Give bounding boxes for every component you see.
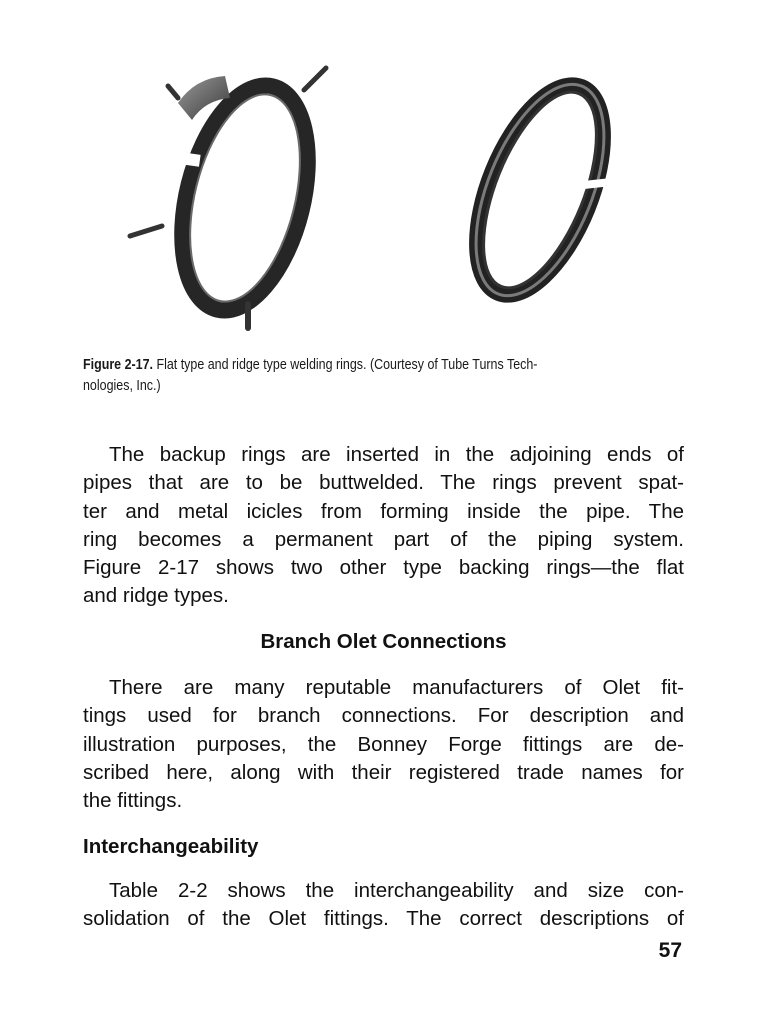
paragraph-line: solidation of the Olet fittings. The correct descriptions of bbox=[83, 907, 684, 931]
paragraph-line: Figure 2-17 shows two other type backing rings—the flat bbox=[83, 556, 684, 580]
paragraph-line: Table 2-2 shows the interchangeability and size con- bbox=[109, 879, 684, 902]
caption-line: nologies, Inc.) bbox=[83, 378, 161, 394]
section-heading: Branch Olet Connections bbox=[260, 630, 507, 653]
figure-label: Figure 2-17. bbox=[83, 357, 153, 373]
olet-intro-paragraph bbox=[83, 674, 684, 815]
paragraph-line: scribed here, along with their registered trade names for bbox=[83, 760, 684, 784]
ridge-type-ring bbox=[450, 67, 630, 314]
paragraph-line: ring becomes a permanent part of the piping system. bbox=[83, 527, 684, 551]
page-number: 57 bbox=[658, 939, 682, 962]
paragraph-line: The backup rings are inserted in the adjoining ends of bbox=[109, 443, 684, 466]
backup-rings-paragraph bbox=[83, 441, 684, 611]
welding-rings-figure bbox=[120, 58, 640, 338]
figure-caption bbox=[83, 355, 685, 397]
subsection-heading: Interchangeability bbox=[83, 835, 259, 858]
paragraph-line: ter and metal icicles from forming inside the pipe. The bbox=[83, 499, 684, 523]
paragraph-line: tings used for branch connections. For description and bbox=[83, 704, 684, 728]
paragraph-line: and ridge types. bbox=[83, 584, 229, 608]
paragraph-line: illustration purposes, the Bonney Forge fittings are de- bbox=[83, 732, 684, 756]
paragraph-line: the fittings. bbox=[83, 789, 183, 813]
caption-line bbox=[83, 355, 685, 376]
paragraph-line: There are many reputable manufacturers of Olet fit- bbox=[109, 676, 684, 699]
paragraph-line: pipes that are to be buttwelded. The rings prevent spat- bbox=[83, 471, 684, 495]
welding-rings-illustration bbox=[120, 58, 640, 338]
caption-text: Flat type and ridge type welding rings. (Courtesy of Tube Turns Tech- bbox=[152, 357, 538, 373]
flat-type-ring bbox=[130, 68, 329, 328]
interchangeability-paragraph bbox=[83, 877, 684, 934]
